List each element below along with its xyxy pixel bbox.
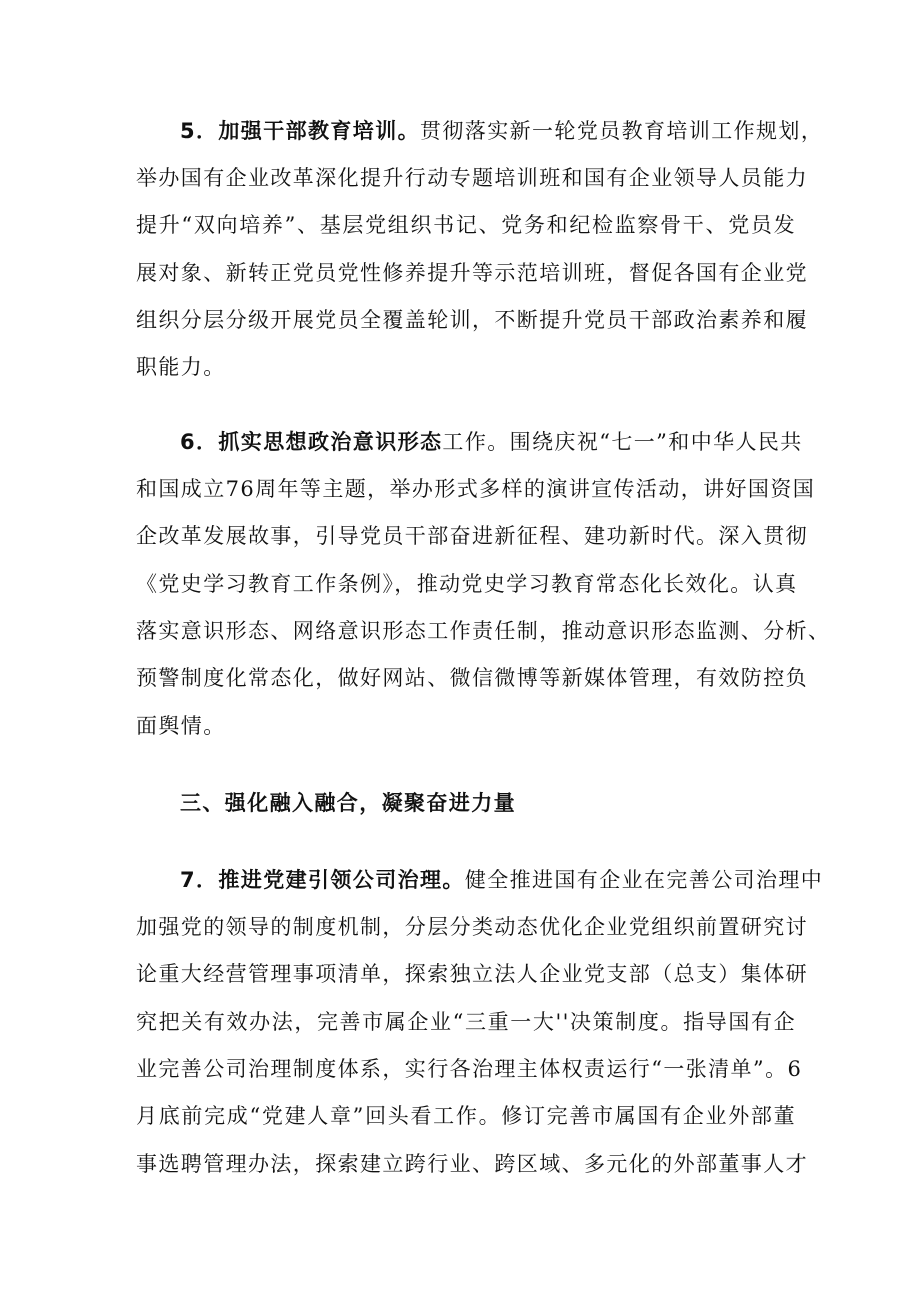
section-heading: 三、强化融入融合，凝聚奋进力量 — [180, 791, 516, 815]
paragraph-line: 面舆情。 — [136, 714, 226, 738]
paragraph-line: 论重大经营管理事项清单，探索独立法人企业党支部（总支）集体研 — [136, 962, 808, 986]
paragraph-line — [180, 116, 824, 146]
paragraph-text: 工作。围绕庆祝“七一”和中华人民共 — [442, 430, 803, 454]
paragraph-line: 企改革发展故事，引导党员干部奋进新征程、建功新时代。深入贯彻 — [136, 524, 808, 548]
paragraph-line: 组织分层分级开展党员全覆盖轮训，不断提升党员干部政治素养和履 — [136, 308, 808, 332]
paragraph-lead: 5．加强干部教育培训。 — [180, 119, 421, 143]
paragraph-text: 健全推进国有企业在完善公司治理中 — [464, 868, 824, 892]
paragraph-line: 职能力。 — [136, 355, 226, 379]
paragraph-text: 贯彻落实新一轮党员教育培训工作规划， — [420, 119, 824, 143]
paragraph-line: 业完善公司治理制度体系，实行各治理主体权责运行“一张清单”。6 — [136, 1057, 803, 1081]
paragraph-line: 举办国有企业改革深化提升行动专题培训班和国有企业领导人员能力 — [136, 166, 808, 190]
paragraph-line: 预警制度化常态化，做好网站、微信微博等新媒体管理，有效防控负 — [136, 666, 808, 690]
paragraph-line: 和国成立76周年等主题，举办形式多样的演讲宣传活动，讲好国资国 — [136, 477, 816, 501]
paragraph-line: 展对象、新转正党员党性修养提升等示范培训班，督促各国有企业党 — [136, 261, 808, 285]
paragraph-line: 月底前完成“党建人章”回头看工作。修订完善市属国有企业外部董 — [136, 1104, 796, 1128]
paragraph-line: 提升“双向培养”、基层党组织书记、党务和纪检监察骨干、党员发 — [136, 213, 796, 237]
paragraph-line: 事选聘管理办法，探索建立跨行业、跨区域、多元化的外部董事人才 — [136, 1152, 808, 1176]
paragraph-line — [180, 865, 824, 895]
paragraph-lead: 6．抓实思想政治意识形态 — [180, 430, 443, 454]
paragraph-line: 究把关有效办法，完善市属企业“三重一大''决策制度。指导国有企 — [136, 1010, 796, 1034]
paragraph-line: 落实意识形态、网络意识形态工作责任制，推动意识形态监测、分析、 — [136, 619, 831, 643]
paragraph-line: 加强党的领导的制度机制，分层分类动态优化企业党组织前置研究讨 — [136, 915, 808, 939]
paragraph-lead: 7．推进党建引领公司治理。 — [180, 868, 465, 892]
paragraph-line — [180, 427, 803, 457]
paragraph-line: 《党史学习教育工作条例》，推动党史学习教育常态化长效化。认真 — [136, 572, 798, 596]
